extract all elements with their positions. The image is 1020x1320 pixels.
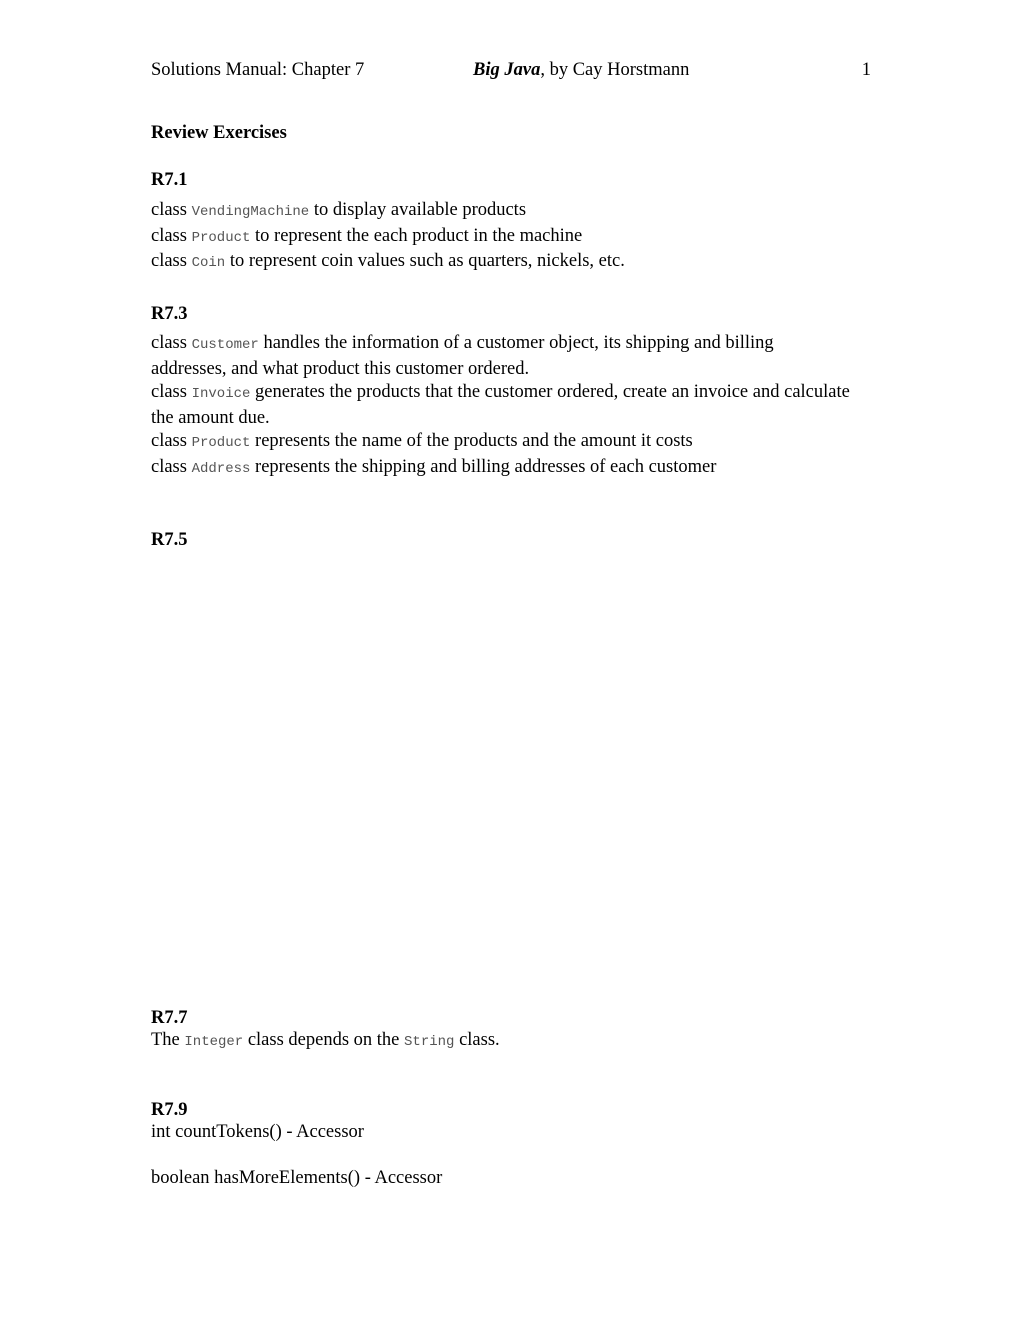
class-name: Customer <box>191 337 259 353</box>
r7-3-paragraph: class Product represents the name of the products and the amount it costs <box>151 431 693 451</box>
class-name: Coin <box>191 255 226 271</box>
header-chapter: Solutions Manual: Chapter 7 <box>151 60 365 80</box>
r7-9-line: boolean hasMoreElements() - Accessor <box>151 1168 443 1188</box>
r7-1-list <box>151 199 851 276</box>
class-name: Address <box>191 460 251 477</box>
r7-3-body <box>151 332 851 481</box>
heading-r7-9: R7.9 <box>151 1100 188 1120</box>
header-book-author: , by Cay Horstmann <box>540 60 690 80</box>
r7-1-line: class Product to represent the each product in the machine <box>151 225 583 246</box>
r7-1-line: class VendingMachine to display available products <box>151 200 527 220</box>
heading-r7-5: R7.5 <box>151 530 188 550</box>
class-name: Integer <box>184 1034 244 1050</box>
class-name: Invoice <box>191 386 251 402</box>
class-name: Product <box>191 435 251 451</box>
r7-3-paragraph: class Address represents the shipping and billing addresses of each customer <box>151 456 717 477</box>
r7-9-line: int countTokens() - Accessor <box>151 1122 364 1142</box>
header-book <box>473 60 689 81</box>
page-header <box>151 60 871 88</box>
class-name: String <box>404 1034 455 1050</box>
section-title: Review Exercises <box>151 123 287 143</box>
r7-7-text: The Integer class depends on the String class. <box>151 1030 500 1050</box>
r7-3-paragraph: class Invoice generates the products that the customer ordered, create an invoice and calculate the amount due. <box>151 382 850 428</box>
r7-3-paragraph: class Customer handles the information of a customer object, its shipping and billing addresses, and what product this customer ordered. <box>151 333 774 379</box>
heading-r7-7: R7.7 <box>151 1008 188 1028</box>
class-name: Product <box>191 229 251 246</box>
heading-r7-1: R7.1 <box>151 170 188 190</box>
header-book-title: Big Java <box>473 60 541 80</box>
page-number: 1 <box>861 60 871 80</box>
class-name: VendingMachine <box>191 204 310 220</box>
r7-1-line: class Coin to represent coin values such as quarters, nickels, etc. <box>151 251 625 271</box>
heading-r7-3: R7.3 <box>151 304 188 324</box>
